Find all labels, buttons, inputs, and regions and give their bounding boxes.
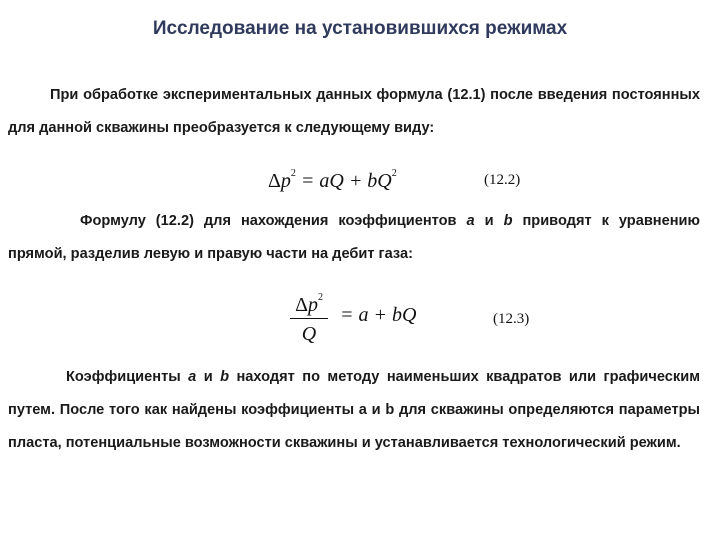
p2-var-a: a (466, 213, 475, 229)
p3-var-b: b (220, 369, 230, 385)
paragraph-intro: При обработке экспериментальных данных формула (12.1) после введения постоянных для данной скважины преобразуется к следующему виду: (8, 87, 700, 136)
formula-1-p: p (280, 170, 291, 192)
fraction-bar (290, 318, 328, 319)
formula-12-2 (268, 168, 397, 193)
formula-1-rhs-exponent: 2 (391, 168, 397, 179)
p3-var-a: a (188, 369, 197, 385)
formula-12-3-rhs: = a + bQ (340, 304, 417, 326)
p3-text-a: Коэффициенты (66, 369, 189, 385)
slide-title: Исследование на установившихся режимах (152, 18, 568, 39)
fraction-numerator (290, 287, 328, 316)
p3-text-c: находят по методу наименьших квадратов или графическим путем. После того как найдены коэффициенты a и b для скважины определяются параметры пласта, потенциальные возможности скважины и устанавливается технологический режим. (8, 369, 700, 451)
equation-number-12-2: (12.2) (484, 172, 521, 188)
formula-12-3-fraction (290, 287, 328, 345)
p2-text-b: и (474, 213, 504, 229)
numerator-exponent: 2 (317, 292, 323, 303)
paragraph-coefficients (8, 361, 700, 460)
formula-1-rhs: = aQ + bQ (295, 170, 392, 192)
p2-text-c: приводят к уравнению прямой, разделив левую и правую части на дебит газа: (8, 213, 700, 262)
p3-text-b: и (196, 369, 221, 385)
p2-var-b: b (503, 213, 513, 229)
p2-text-a: Формулу (12.2) для нахождения коэффициентов (80, 213, 467, 229)
delta-symbol: Δ (295, 294, 308, 316)
paragraph-linearization (8, 205, 700, 271)
delta-symbol: Δ (268, 170, 281, 192)
formula-1-exponent: 2 (290, 168, 296, 179)
numerator-p: p (307, 294, 318, 316)
equation-number-12-3: (12.3) (493, 311, 530, 327)
fraction-denominator: Q (301, 323, 317, 345)
